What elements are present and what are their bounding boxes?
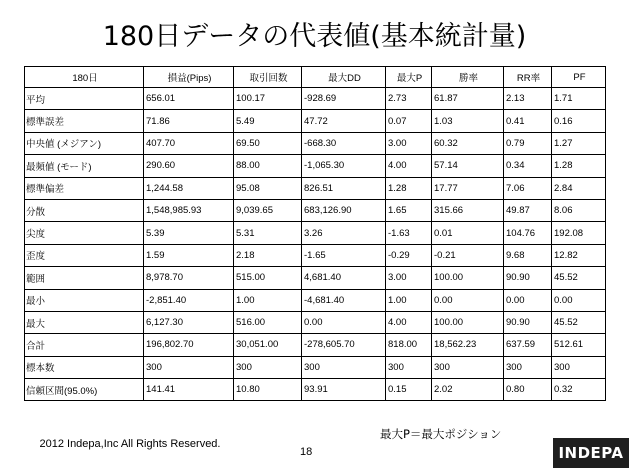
table-cell: -1,065.30 — [302, 155, 386, 177]
table-cell: 1.59 — [144, 244, 234, 266]
table-cell: 512.61 — [552, 334, 606, 356]
table-cell: 516.00 — [234, 311, 302, 333]
column-header: 最大DD — [302, 67, 386, 88]
table-cell: 192.08 — [552, 222, 606, 244]
table-cell: 3.26 — [302, 222, 386, 244]
table-cell: 7.06 — [504, 177, 552, 199]
table-cell: 1,244.58 — [144, 177, 234, 199]
copyright-text: 2012 Indepa,Inc All Rights Reserved. — [39, 438, 221, 450]
table-cell: 47.72 — [302, 110, 386, 132]
row-label: 信頼区間(95.0%) — [25, 379, 144, 401]
table-cell: 0.79 — [504, 132, 552, 154]
row-label: 範囲 — [25, 267, 144, 289]
table-cell: 683,126.90 — [302, 199, 386, 221]
table-cell: -4,681.40 — [302, 289, 386, 311]
table-cell: 18,562.23 — [432, 334, 504, 356]
table-cell: 95.08 — [234, 177, 302, 199]
row-label: 合計 — [25, 334, 144, 356]
table-cell: 300 — [552, 356, 606, 378]
table-cell: -1.63 — [386, 222, 432, 244]
table-cell: 0.16 — [552, 110, 606, 132]
table-cell: 0.32 — [552, 379, 606, 401]
table-row — [25, 244, 606, 266]
table-cell: 1.03 — [432, 110, 504, 132]
table-cell: 100.00 — [432, 311, 504, 333]
table-cell: 1.27 — [552, 132, 606, 154]
table-cell: 1.00 — [386, 289, 432, 311]
table-cell: 5.49 — [234, 110, 302, 132]
table-cell: 1.71 — [552, 88, 606, 110]
slide-title: 180日データの代表値(基本統計量) — [102, 21, 527, 52]
indepa-logo: INDEPA — [553, 438, 629, 468]
table-cell: -928.69 — [302, 88, 386, 110]
table-cell: 104.76 — [504, 222, 552, 244]
table-cell: 2.02 — [432, 379, 504, 401]
table-cell: 3.00 — [386, 267, 432, 289]
table-cell: 826.51 — [302, 177, 386, 199]
table-cell: 93.91 — [302, 379, 386, 401]
table-cell: 290.60 — [144, 155, 234, 177]
table-cell: 1,548,985.93 — [144, 199, 234, 221]
column-header: 最大P — [386, 67, 432, 88]
table-cell: 5.31 — [234, 222, 302, 244]
column-header: 取引回数 — [234, 67, 302, 88]
table-cell: 0.07 — [386, 110, 432, 132]
table-cell: 17.77 — [432, 177, 504, 199]
table-cell: 49.87 — [504, 199, 552, 221]
row-label: 尖度 — [25, 222, 144, 244]
table-cell: 8,978.70 — [144, 267, 234, 289]
row-label: 標本数 — [25, 356, 144, 378]
table-row — [25, 379, 606, 401]
table-row — [25, 267, 606, 289]
page-number: 18 — [300, 446, 313, 458]
table-cell: 4.00 — [386, 155, 432, 177]
table-cell: 2.84 — [552, 177, 606, 199]
table-cell: 315.66 — [432, 199, 504, 221]
table-cell: 0.01 — [432, 222, 504, 244]
row-label: 分散 — [25, 199, 144, 221]
table-cell: 2.73 — [386, 88, 432, 110]
table-cell: 2.13 — [504, 88, 552, 110]
table-cell: 60.32 — [432, 132, 504, 154]
table-cell: 818.00 — [386, 334, 432, 356]
table-cell: 90.90 — [504, 267, 552, 289]
table-cell: 1.00 — [234, 289, 302, 311]
table-row — [25, 289, 606, 311]
table-cell: 1.28 — [552, 155, 606, 177]
table-row — [25, 222, 606, 244]
table-cell: 0.80 — [504, 379, 552, 401]
table-cell: 300 — [302, 356, 386, 378]
table-cell: 45.52 — [552, 267, 606, 289]
table-cell: 0.15 — [386, 379, 432, 401]
table-cell: -1.65 — [302, 244, 386, 266]
statistics-table — [24, 66, 606, 401]
table-cell: 300 — [386, 356, 432, 378]
table-cell: 12.82 — [552, 244, 606, 266]
table-row — [25, 311, 606, 333]
table-cell: 300 — [504, 356, 552, 378]
table-cell: 0.34 — [504, 155, 552, 177]
row-label: 標準偏差 — [25, 177, 144, 199]
table-cell: 61.87 — [432, 88, 504, 110]
row-label: 最小 — [25, 289, 144, 311]
row-label: 中央値 (メジアン) — [25, 132, 144, 154]
table-cell: 4.00 — [386, 311, 432, 333]
table-row — [25, 88, 606, 110]
table-cell: 90.90 — [504, 311, 552, 333]
table-cell: 100.17 — [234, 88, 302, 110]
row-label: 最大 — [25, 311, 144, 333]
table-cell: -668.30 — [302, 132, 386, 154]
table-body — [25, 88, 606, 401]
table-row — [25, 356, 606, 378]
row-label: 最頻値 (モード) — [25, 155, 144, 177]
table-cell: 6,127.30 — [144, 311, 234, 333]
table-cell: 0.00 — [504, 289, 552, 311]
table-row — [25, 110, 606, 132]
row-label: 歪度 — [25, 244, 144, 266]
table-cell: 0.41 — [504, 110, 552, 132]
table-cell: 0.00 — [302, 311, 386, 333]
table-row — [25, 334, 606, 356]
table-row — [25, 132, 606, 154]
table-cell: 300 — [432, 356, 504, 378]
table-cell: 88.00 — [234, 155, 302, 177]
table-cell: 407.70 — [144, 132, 234, 154]
table-cell: 71.86 — [144, 110, 234, 132]
column-header: 180日 — [25, 67, 144, 88]
table-cell: 3.00 — [386, 132, 432, 154]
table-cell: 57.14 — [432, 155, 504, 177]
table-cell: 9.68 — [504, 244, 552, 266]
table-cell: 0.00 — [552, 289, 606, 311]
table-cell: 196,802.70 — [144, 334, 234, 356]
table-row — [25, 155, 606, 177]
table-cell: 30,051.00 — [234, 334, 302, 356]
table-cell: 300 — [144, 356, 234, 378]
row-label: 平均 — [25, 88, 144, 110]
table-cell: 9,039.65 — [234, 199, 302, 221]
table-cell: 5.39 — [144, 222, 234, 244]
table-cell: 1.65 — [386, 199, 432, 221]
table-cell: 656.01 — [144, 88, 234, 110]
row-label: 標準誤差 — [25, 110, 144, 132]
column-header: RR率 — [504, 67, 552, 88]
table-cell: 8.06 — [552, 199, 606, 221]
table-cell: 515.00 — [234, 267, 302, 289]
table-cell: -0.29 — [386, 244, 432, 266]
table-cell: 4,681.40 — [302, 267, 386, 289]
table-row — [25, 199, 606, 221]
table-cell: -2,851.40 — [144, 289, 234, 311]
table-row — [25, 177, 606, 199]
column-header: 勝率 — [432, 67, 504, 88]
table-header-row — [25, 67, 606, 88]
table-cell: 141.41 — [144, 379, 234, 401]
footnote: 最大P＝最大ポジション — [380, 427, 502, 441]
table-cell: 0.00 — [432, 289, 504, 311]
table-cell: 69.50 — [234, 132, 302, 154]
column-header: PF — [552, 67, 606, 88]
table-cell: 45.52 — [552, 311, 606, 333]
table-cell: 1.28 — [386, 177, 432, 199]
table-cell: 2.18 — [234, 244, 302, 266]
table-cell: -278,605.70 — [302, 334, 386, 356]
column-header: 損益(Pips) — [144, 67, 234, 88]
table-cell: 10.80 — [234, 379, 302, 401]
table-cell: -0.21 — [432, 244, 504, 266]
table-cell: 100.00 — [432, 267, 504, 289]
table-cell: 637.59 — [504, 334, 552, 356]
table-cell: 300 — [234, 356, 302, 378]
